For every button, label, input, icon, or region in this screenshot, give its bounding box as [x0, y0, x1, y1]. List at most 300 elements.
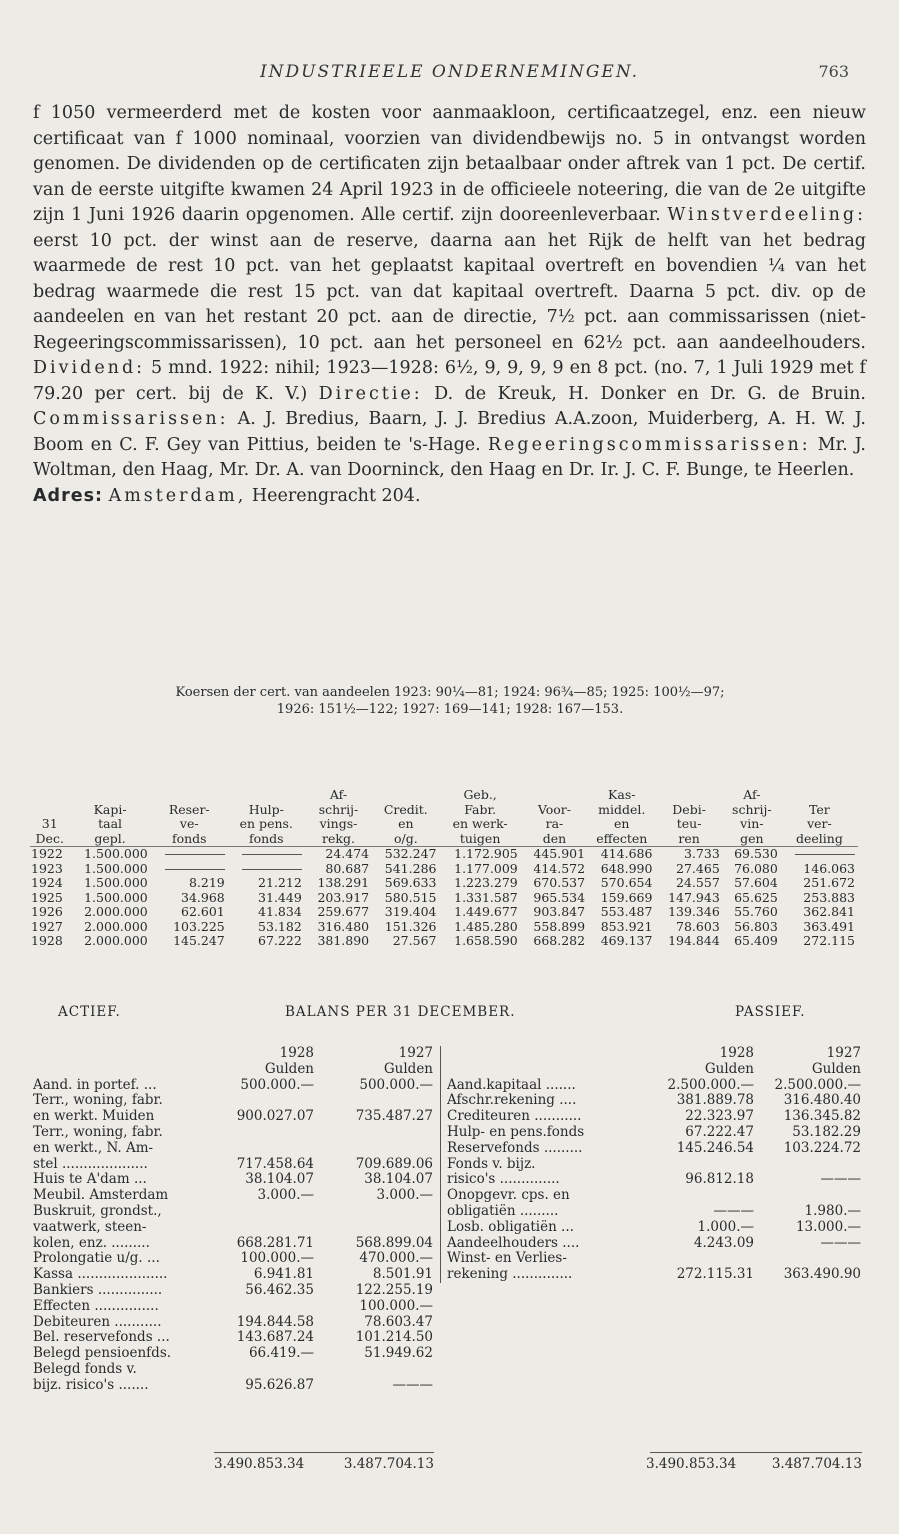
adres-label: Adres:	[33, 485, 103, 506]
table-cell: 251.672	[803, 875, 855, 890]
column-header	[521, 788, 588, 803]
balans-value: 568.899.04	[355, 1234, 433, 1251]
table-cell: 80.687	[325, 860, 370, 876]
table-cell: 1.485.280	[454, 918, 518, 934]
column-header	[655, 788, 722, 803]
table-cell: 414.686	[600, 846, 653, 861]
table-cell: 146.063	[803, 860, 855, 876]
table-cell: 27.567	[392, 933, 437, 948]
table-header-row	[30, 803, 858, 818]
balans-item-label: Aand. in portef. ...	[33, 1077, 157, 1093]
table-cell: 580.515	[384, 889, 437, 905]
table-cell: 1927	[31, 918, 63, 934]
balans-value	[754, 1157, 861, 1173]
balans-item-label: Effecten ...............	[33, 1298, 159, 1314]
actief-totals	[214, 1456, 434, 1472]
balans-value: ———	[392, 1376, 433, 1393]
column-header: fonds	[151, 832, 228, 847]
balans-value: ———	[820, 1234, 861, 1251]
balans-row	[33, 1141, 433, 1157]
unit-label: Gulden	[704, 1060, 754, 1077]
table-cell: 1.172.905	[454, 846, 518, 861]
balans-value: 56.462.35	[245, 1281, 314, 1298]
table-cell: 65.625	[734, 889, 778, 905]
table-cell: 570.654	[600, 875, 653, 890]
balans-item-label: Reservefonds .........	[447, 1140, 583, 1156]
column-header: middel.	[598, 801, 646, 817]
balans-value	[314, 1125, 433, 1141]
table-cell: 1.500.000	[84, 860, 148, 876]
column-header: vin-	[740, 816, 764, 831]
balans-row	[33, 1251, 433, 1267]
balans-row	[33, 1378, 433, 1394]
balans-value: 272.115.31	[676, 1266, 754, 1283]
balans-row	[447, 1157, 867, 1173]
balans-item-label: Belegd pensioenfds.	[33, 1346, 172, 1362]
balans-row	[33, 1093, 433, 1109]
balans-value	[754, 1251, 861, 1267]
year-header	[33, 1046, 433, 1062]
column-header	[781, 788, 858, 803]
balans-value: 103.224.72	[783, 1139, 861, 1156]
balans-row	[447, 1141, 867, 1157]
balans-value: ———	[713, 1202, 754, 1219]
page-number: 763	[818, 62, 849, 81]
balans-item-label: Terr., woning, fabr.	[33, 1093, 163, 1109]
table-cell: 103.225	[173, 918, 225, 934]
table-cell: 670.537	[533, 875, 586, 890]
regeeringscommissarissen-label: Regeeringscommissarissen:	[487, 434, 811, 455]
adres-street: Heerengracht 204.	[251, 485, 421, 506]
balans-row	[447, 1125, 867, 1141]
total-rule-passief	[650, 1452, 862, 1453]
balans-row	[33, 1157, 433, 1173]
balans-value	[649, 1188, 754, 1204]
balans-value: 1.980.—	[804, 1202, 861, 1219]
koersen-block	[60, 684, 840, 718]
balans-item-label: Terr., woning, fabr.	[33, 1124, 163, 1140]
column-header	[228, 788, 305, 803]
balans-item-label: risico's ..............	[447, 1172, 560, 1188]
unit-label: Gulden	[383, 1060, 433, 1077]
table-cell: 362.841	[803, 904, 855, 919]
table-cell: 3.733	[683, 846, 720, 861]
passief-column	[440, 1046, 867, 1283]
running-header	[0, 60, 899, 90]
table-cell: 363.491	[803, 918, 855, 934]
balans-item-label: Crediteuren ...........	[447, 1109, 582, 1125]
balans-row	[447, 1251, 867, 1267]
balans-value: 51.949.62	[364, 1345, 433, 1362]
table-cell: 203.917	[317, 889, 370, 905]
certificate-text: f 1050 vermeerderd met de kosten voor aanmaakloon, certificaatzegel, enz. een nieuw certificaat van f 1000 nominaal, voorzien van dividendbewijs no. 5 in ontvangst worden genomen. De dividenden op de certificaten zijn betaalbaar onder aftrek van 1 pct. De certif. van de eerste uitgifte kwamen 24 April 1923 in de officieele noteering, die van de 2e uitgifte zijn 1 Juni 1926 daarin opgenomen. Alle certif. zijn dooreenleverbaar.	[33, 103, 866, 225]
table-cell: 1.500.000	[84, 875, 148, 890]
table-cell: 56.803	[734, 918, 778, 934]
balans-value: 143.687.24	[236, 1329, 314, 1346]
table-cell: 541.286	[384, 860, 437, 876]
balans-row	[33, 1283, 433, 1299]
table-row	[30, 891, 858, 906]
balans-value: 100.000.—	[359, 1297, 433, 1314]
column-header: 31	[41, 816, 58, 831]
total-1928: 3.490.853.34	[214, 1456, 305, 1472]
table-cell: 1923	[31, 860, 63, 876]
column-header: tuigen	[439, 832, 520, 847]
body-text	[33, 101, 866, 509]
year-1928: 1928	[719, 1045, 754, 1061]
table-cell: 194.844	[668, 933, 720, 948]
balans-row	[33, 1330, 433, 1346]
table-cell: 78.603	[676, 918, 720, 934]
balans-value: 668.281.71	[236, 1234, 314, 1251]
table-cell: 27.465	[676, 860, 720, 876]
table-cell	[781, 847, 858, 862]
balans-value: 709.689.06	[355, 1155, 433, 1172]
table-cell: 1.223.279	[454, 875, 518, 890]
balans-value	[219, 1204, 314, 1220]
table-cell: 53.182	[258, 918, 302, 934]
column-header: Kas-	[608, 787, 636, 802]
table-row	[30, 920, 858, 935]
table-cell: 2.000.000	[84, 904, 148, 919]
table-cell: 67.222	[258, 933, 302, 948]
column-header: Dec.	[30, 832, 69, 847]
table-row	[30, 847, 858, 862]
year-1927: 1927	[826, 1045, 861, 1061]
actief-column	[33, 1046, 433, 1394]
table-header-row	[30, 832, 858, 847]
column-header: Voor-	[537, 801, 571, 817]
balans-row	[447, 1188, 867, 1204]
balans-value: 3.000.—	[376, 1187, 433, 1204]
table-cell: 57.604	[734, 875, 778, 890]
balans-value	[314, 1362, 433, 1378]
table-cell	[228, 862, 305, 877]
address-line	[33, 484, 866, 510]
column-header: den	[521, 832, 588, 847]
passief-label: PASSIEF.	[735, 1004, 806, 1020]
directie-text: D. de Kreuk, H. Donker en Dr. G. de Bruin.	[434, 383, 866, 404]
balans-value: 500.000.—	[359, 1076, 433, 1093]
table-cell: 24.557	[676, 875, 720, 890]
table-cell: 147.943	[668, 889, 720, 905]
column-header: taal	[98, 816, 123, 831]
balans-value	[219, 1220, 314, 1236]
column-header: Geb.,	[463, 787, 497, 802]
column-header: vings-	[319, 816, 358, 831]
balans-item-label: Belegd fonds v.	[33, 1361, 137, 1377]
table-cell: 381.890	[317, 933, 370, 948]
column-header	[69, 788, 150, 803]
balans-value: 316.480.40	[783, 1092, 861, 1109]
commissarissen-label: Commissarissen:	[33, 409, 229, 429]
table-cell: 469.137	[600, 933, 653, 948]
table-cell: 569.633	[384, 875, 437, 890]
balans-item-label: Meubil. Amsterdam	[33, 1188, 169, 1204]
body-paragraph	[33, 101, 866, 484]
balans-item-label: kolen, enz. .........	[33, 1235, 150, 1251]
balans-row	[33, 1109, 433, 1125]
table-cell: 532.247	[384, 846, 437, 861]
table-cell: 65.409	[734, 933, 778, 948]
total-1927: 3.487.704.13	[343, 1456, 434, 1472]
balans-row	[447, 1267, 867, 1283]
balans-item-label: Kassa .....................	[33, 1267, 168, 1283]
balans-value	[219, 1141, 314, 1157]
balans-value: 38.104.07	[364, 1171, 433, 1188]
balans-value: 13.000.—	[795, 1218, 861, 1235]
balans-value: 67.222.47	[685, 1123, 754, 1140]
table-cell: 138.291	[317, 875, 370, 890]
column-header: fonds	[228, 832, 305, 847]
table-header-row	[30, 788, 858, 803]
balans-item-label: Bankiers ...............	[33, 1282, 163, 1298]
year-1928: 1928	[279, 1045, 314, 1061]
balans-row	[447, 1078, 867, 1094]
table-cell: 1925	[31, 889, 63, 905]
balans-value: 38.104.07	[245, 1171, 314, 1188]
balans-row	[447, 1204, 867, 1220]
commissarissen-text: A. J. Bredius, Baarn, J. J. Bredius A.A.zoon, Muiderberg, A. H. W. J. Boom en C. F. Gey van Pittius, beiden te 's-Hage.	[33, 409, 866, 455]
table-cell: 272.115	[803, 933, 855, 948]
table-cell: 558.899	[533, 918, 586, 934]
balans-value: 381.889.78	[676, 1092, 754, 1109]
table-cell: 965.534	[533, 889, 586, 905]
column-header: ra-	[545, 816, 564, 831]
balans-value	[649, 1251, 754, 1267]
column-header: en	[398, 816, 414, 831]
balans-item-label: Winst- en Verlies-	[447, 1251, 567, 1267]
table-cell: 1924	[31, 875, 63, 890]
balans-item-label: Hulp- en pens.fonds	[447, 1124, 585, 1140]
balans-value: 735.487.27	[355, 1108, 433, 1125]
balans-value	[219, 1299, 314, 1315]
balans-item-label: bijz. risico's .......	[33, 1377, 149, 1393]
winstverdeeling-label: Winstverdeeling:	[667, 205, 866, 225]
column-header	[372, 788, 439, 803]
table-cell: 553.487	[600, 904, 653, 919]
balans-value: 2.500.000.—	[667, 1076, 754, 1093]
balans-value: 470.000.—	[359, 1250, 433, 1267]
table-cell: 21.212	[258, 875, 302, 890]
table-cell: 1.500.000	[84, 846, 148, 861]
table-cell: 151.326	[384, 918, 437, 934]
balans-value: 194.844.58	[236, 1313, 314, 1330]
balans-value: 4.243.09	[693, 1234, 754, 1251]
balans-item-label: Buskruit, grondst.,	[33, 1203, 162, 1219]
balans-item-label: Aandeelhouders ....	[447, 1235, 580, 1251]
balans-value: 96.812.18	[685, 1171, 754, 1188]
balans-value: 22.323.97	[685, 1108, 754, 1125]
balans-item-label: Prolongatie u/g. ...	[33, 1251, 160, 1267]
table-cell: 2.000.000	[84, 933, 148, 948]
balans-item-label: Bel. reservefonds ...	[33, 1330, 170, 1346]
balans-value: 1.000.—	[697, 1218, 754, 1235]
table-cell	[151, 847, 228, 862]
total-rule-actief	[214, 1452, 434, 1453]
table-cell: 159.669	[600, 889, 653, 905]
table-cell: 319.404	[384, 904, 437, 919]
table-cell	[228, 847, 305, 862]
table-cell: 69.530	[734, 846, 778, 861]
balans-row	[33, 1267, 433, 1283]
balans-value	[649, 1157, 754, 1173]
balans-value	[314, 1220, 433, 1236]
balans-item-label: rekening ..............	[447, 1267, 573, 1283]
column-header	[30, 803, 69, 818]
balans-item-label: vaatwerk, steen-	[33, 1219, 147, 1235]
table-cell: 34.968	[181, 889, 225, 905]
balans-value: 717.458.64	[236, 1155, 314, 1172]
balans-row	[447, 1172, 867, 1188]
winstverdeeling-text: eerst 10 pct. der winst aan de reserve, daarna aan het Rijk de helft van het bedrag waarmede de rest 10 pct. van het geplaatst kapitaal overtreft en bovendien ¼ van het bedrag waarmede die rest 15 pct. van dat kapitaal overtreft. Daarna 5 pct. div. op de aandeelen en van het restant 20 pct. aan de directie, 7½ pct. aan commissarissen (niet-Regeeringscommissarissen), 10 pct. aan het personeel en 62½ pct. aan aandeelhouders.	[33, 230, 866, 353]
table-row	[30, 905, 858, 920]
table-cell: 445.901	[533, 846, 586, 861]
balans-row	[33, 1299, 433, 1315]
total-1927: 3.487.704.13	[771, 1456, 862, 1472]
column-header: Kapi-	[93, 801, 127, 817]
balans-item-label: Aand.kapitaal .......	[447, 1077, 576, 1093]
column-header: Reser-	[168, 801, 210, 817]
balans-value: 500.000.—	[240, 1076, 314, 1093]
table-cell: 24.474	[325, 846, 370, 861]
koersen-line: Koersen der cert. van aandeelen 1923: 90¼—81; 1924: 96¾—85; 1925: 100½—97;	[175, 685, 725, 700]
column-header: Fabr.	[464, 801, 497, 817]
column-header: en	[614, 816, 630, 831]
koersen-line: 1926: 151½—122; 1927: 169—141; 1928: 167—153.	[276, 702, 624, 717]
balans-value: 95.626.87	[245, 1376, 314, 1393]
balans-row	[33, 1236, 433, 1252]
balans-value: 3.000.—	[257, 1187, 314, 1204]
balans-value: 6.941.81	[253, 1266, 314, 1283]
balans-item-label: obligatiën .........	[447, 1203, 559, 1219]
balans-row	[447, 1109, 867, 1125]
passief-totals	[646, 1456, 862, 1472]
table-cell: 76.080	[734, 860, 778, 876]
column-header: gepl.	[69, 832, 150, 847]
table-cell: 55.760	[734, 904, 778, 919]
balans-row	[447, 1093, 867, 1109]
balans-row	[33, 1188, 433, 1204]
table-cell: 1.658.590	[454, 933, 518, 948]
actief-label: ACTIEF.	[58, 1004, 121, 1020]
balans-value: 363.490.90	[783, 1266, 861, 1283]
table-cell: 8.219	[188, 875, 225, 890]
table-header-row	[30, 817, 858, 832]
table-cell: 62.601	[181, 904, 225, 919]
column-header: Hulp-	[248, 801, 284, 817]
balans-value: 122.255.19	[355, 1281, 433, 1298]
balans-item-label: Losb. obligatiën ...	[447, 1219, 574, 1235]
table-cell: 903.847	[533, 904, 586, 919]
balans-value	[314, 1204, 433, 1220]
year-header	[447, 1046, 867, 1062]
total-1928: 3.490.853.34	[646, 1456, 737, 1472]
table-cell: 41.834	[258, 904, 302, 919]
table-cell: 2.000.000	[84, 918, 148, 934]
balans-item-label: Fonds v. bijz.	[447, 1156, 536, 1172]
balans-row	[33, 1204, 433, 1220]
financial-table	[30, 788, 858, 949]
table-cell: 139.346	[668, 904, 720, 919]
balans-row	[33, 1220, 433, 1236]
table-cell: 31.449	[258, 889, 302, 905]
table-row	[30, 862, 858, 877]
balans-value	[314, 1141, 433, 1157]
table-cell: 259.677	[317, 904, 370, 919]
table-cell: 316.480	[317, 918, 370, 934]
balans-row	[33, 1346, 433, 1362]
table-cell: 853.921	[600, 918, 653, 934]
column-header: gen	[723, 832, 781, 847]
unit-label: Gulden	[811, 1060, 861, 1077]
table-cell: 145.247	[173, 933, 225, 948]
balans-value: 900.027.07	[236, 1108, 314, 1125]
balans-value: 100.000.—	[240, 1250, 314, 1267]
column-header: teu-	[676, 816, 702, 831]
balans-value	[314, 1093, 433, 1109]
table-cell: 1928	[31, 933, 63, 948]
balans-value: ———	[820, 1171, 861, 1188]
dividend-label: Dividend:	[33, 358, 146, 378]
balans-item-label: en werkt., N. Am-	[33, 1140, 154, 1156]
table-row	[30, 876, 858, 891]
regeeringscommissarissen-text: Mr. J. Woltman, den Haag, Mr. Dr. A. van Doorninck, den Haag en Dr. Ir. J. C. F. Bunge, te Heerlen.	[33, 434, 866, 480]
column-header	[30, 788, 69, 803]
column-header: effecten	[588, 832, 655, 847]
column-header: schrij-	[318, 801, 359, 817]
table-cell: 648.990	[600, 860, 653, 876]
table-cell: 414.572	[533, 860, 586, 876]
header-title: INDUSTRIEELE ONDERNEMINGEN.	[259, 62, 640, 82]
balans-value: 101.214.50	[355, 1329, 433, 1346]
unit-header	[447, 1062, 867, 1078]
unit-label: Gulden	[264, 1060, 314, 1077]
balans-title: BALANS PER 31 DECEMBER.	[285, 1004, 516, 1020]
table-cell: 1.500.000	[84, 889, 148, 905]
balans-item-label: en werkt. Muiden	[33, 1109, 155, 1125]
year-1927: 1927	[398, 1045, 433, 1061]
dividend-text: 5 mnd. 1922: nihil; 1923—1928: 6½, 9, 9, 9, 9 en 8 pct. (no. 7, 1 Juli 1929 met f 79.20 per cert. bij de K. V.)	[33, 358, 866, 404]
column-header: Credit.	[383, 801, 428, 817]
adres-city: Amsterdam,	[108, 485, 247, 506]
balans-row	[33, 1172, 433, 1188]
balans-value: 78.603.47	[364, 1313, 433, 1330]
balans-item-label: Afschr.rekening ....	[447, 1093, 577, 1109]
column-header: en werk-	[452, 816, 508, 831]
balans-item-label: Onopgevr. cps. en	[447, 1188, 570, 1204]
balans-item-label: Debiteuren ...........	[33, 1314, 162, 1330]
balans-item-label: stel ....................	[33, 1156, 148, 1172]
column-header: schrij-	[732, 801, 772, 817]
balans-row	[33, 1125, 433, 1141]
table-cell	[151, 862, 228, 877]
table-cell: 1.177.009	[454, 860, 518, 876]
table-cell: 1.331.587	[454, 889, 518, 905]
column-header: ren	[655, 832, 722, 847]
unit-header	[33, 1062, 433, 1078]
balans-value: 136.345.82	[783, 1108, 861, 1125]
column-header: Debi-	[672, 801, 706, 817]
balans-value	[219, 1093, 314, 1109]
column-header: o/g.	[372, 832, 439, 847]
column-header: en pens.	[239, 816, 293, 831]
balans-value: 2.500.000.—	[774, 1076, 861, 1093]
column-header: deeling	[781, 832, 858, 847]
balans-row	[33, 1078, 433, 1094]
directie-label: Directie:	[318, 383, 423, 404]
table-cell: 1.449.677	[454, 904, 518, 919]
